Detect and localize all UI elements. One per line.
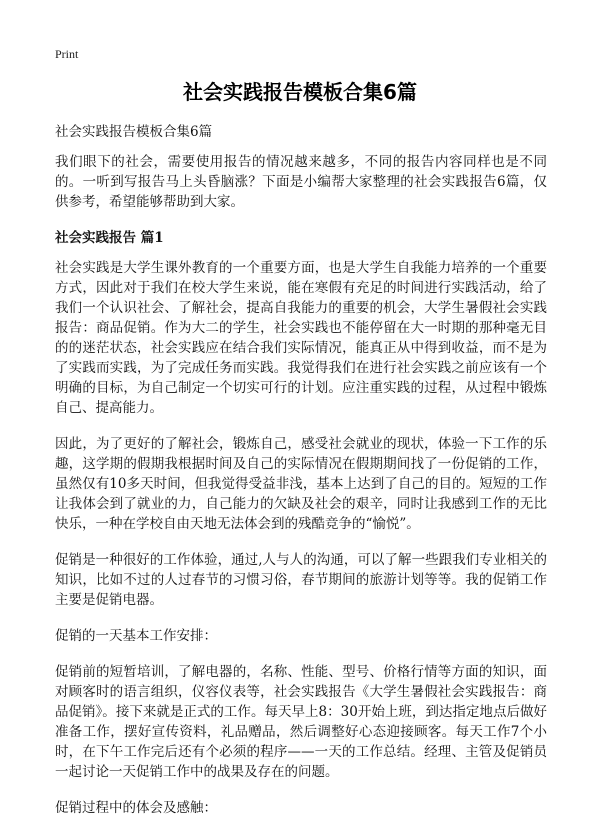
intro-paragraph: 我们眼下的社会，需要使用报告的情况越来越多，不同的报告内容同样也是不同的。一听到写报告马上头昏脑涨？下面是小编帮大家整理的社会实践报告6篇，仅供参考，希望能够帮助到大家。 xyxy=(55,154,547,210)
print-label: Print xyxy=(55,47,79,61)
body-paragraph-3: 促销是一种很好的工作体验，通过,人与人的沟通，可以了解一些跟我们专业相关的知识，比如不过的人过春节的习惯习俗，春节期间的旅游计划等等。我的促销工作主要是促销电器。 xyxy=(55,552,547,608)
body-paragraph-1: 社会实践是大学生课外教育的一个重要方面，也是大学生自我能力培养的一个重要方式，因此对于我们在校大学生来说，能在寒假有充足的时间进行实践活动，给了我们一个认识社会、了解社会，提高自我能力的重要的机会，大学生暑假社会实践报告：商品促销。作为大二的学生，社会实践也不能停留在大一时期的那种毫无目的的迷茫状态，社会实践应在结合我们实际情况，能真正从中得到收益，而不是为了实践而实践，为了完成任务而实践。我觉得我们在进行社会实践之前应该有一个明确的目标，为自己制定一个切实可行的计划。应注重实践的过程，从过程中锻炼自己、提高能力。 xyxy=(55,260,547,416)
body-paragraph-4: 促销的一天基本工作安排： xyxy=(55,628,217,644)
document-title: 社会实践报告模板合集6篇 xyxy=(183,80,417,104)
document-subtitle: 社会实践报告模板合集6篇 xyxy=(55,124,213,140)
document-body xyxy=(55,122,547,834)
section-heading: 社会实践报告 篇1 xyxy=(55,230,164,246)
body-paragraph-5: 促销前的短暂培训，了解电器的，名称、性能、型号、价格行情等方面的知识，面对顾客时的语言组织，仪容仪表等，社会实践报告《大学生暑假社会实践报告：商品促销》。接下来就是正式的工作。每天早上8：30开始上班，到达指定地点后做好准备工作，摆好宣传资料，礼品赠品，然后调整好心态迎接顾客。每天工作7个小时，在下午工作完后还有个必须的程序——一天的工作总结。经理、主管及促销员一起讨论一天促销工作中的战果及存在的问题。 xyxy=(55,664,547,780)
body-paragraph-2: 因此，为了更好的了解社会，锻炼自己，感受社会就业的现状，体验一下工作的乐趣，这学期的假期我根据时间及自己的实际情况在假期期间找了一份促销的工作，虽然仅有10多天时间，但我觉得受益非浅，基本上达到了自己的目的。短短的工作让我体会到了就业的力，自己能力的欠缺及社会的艰辛，同时让我感到工作的无比快乐，一种在学校自由天地无法体会到的残酷竞争的“愉悦”。 xyxy=(55,436,547,532)
body-paragraph-6: 促销过程中的体会及感触： xyxy=(55,800,217,816)
